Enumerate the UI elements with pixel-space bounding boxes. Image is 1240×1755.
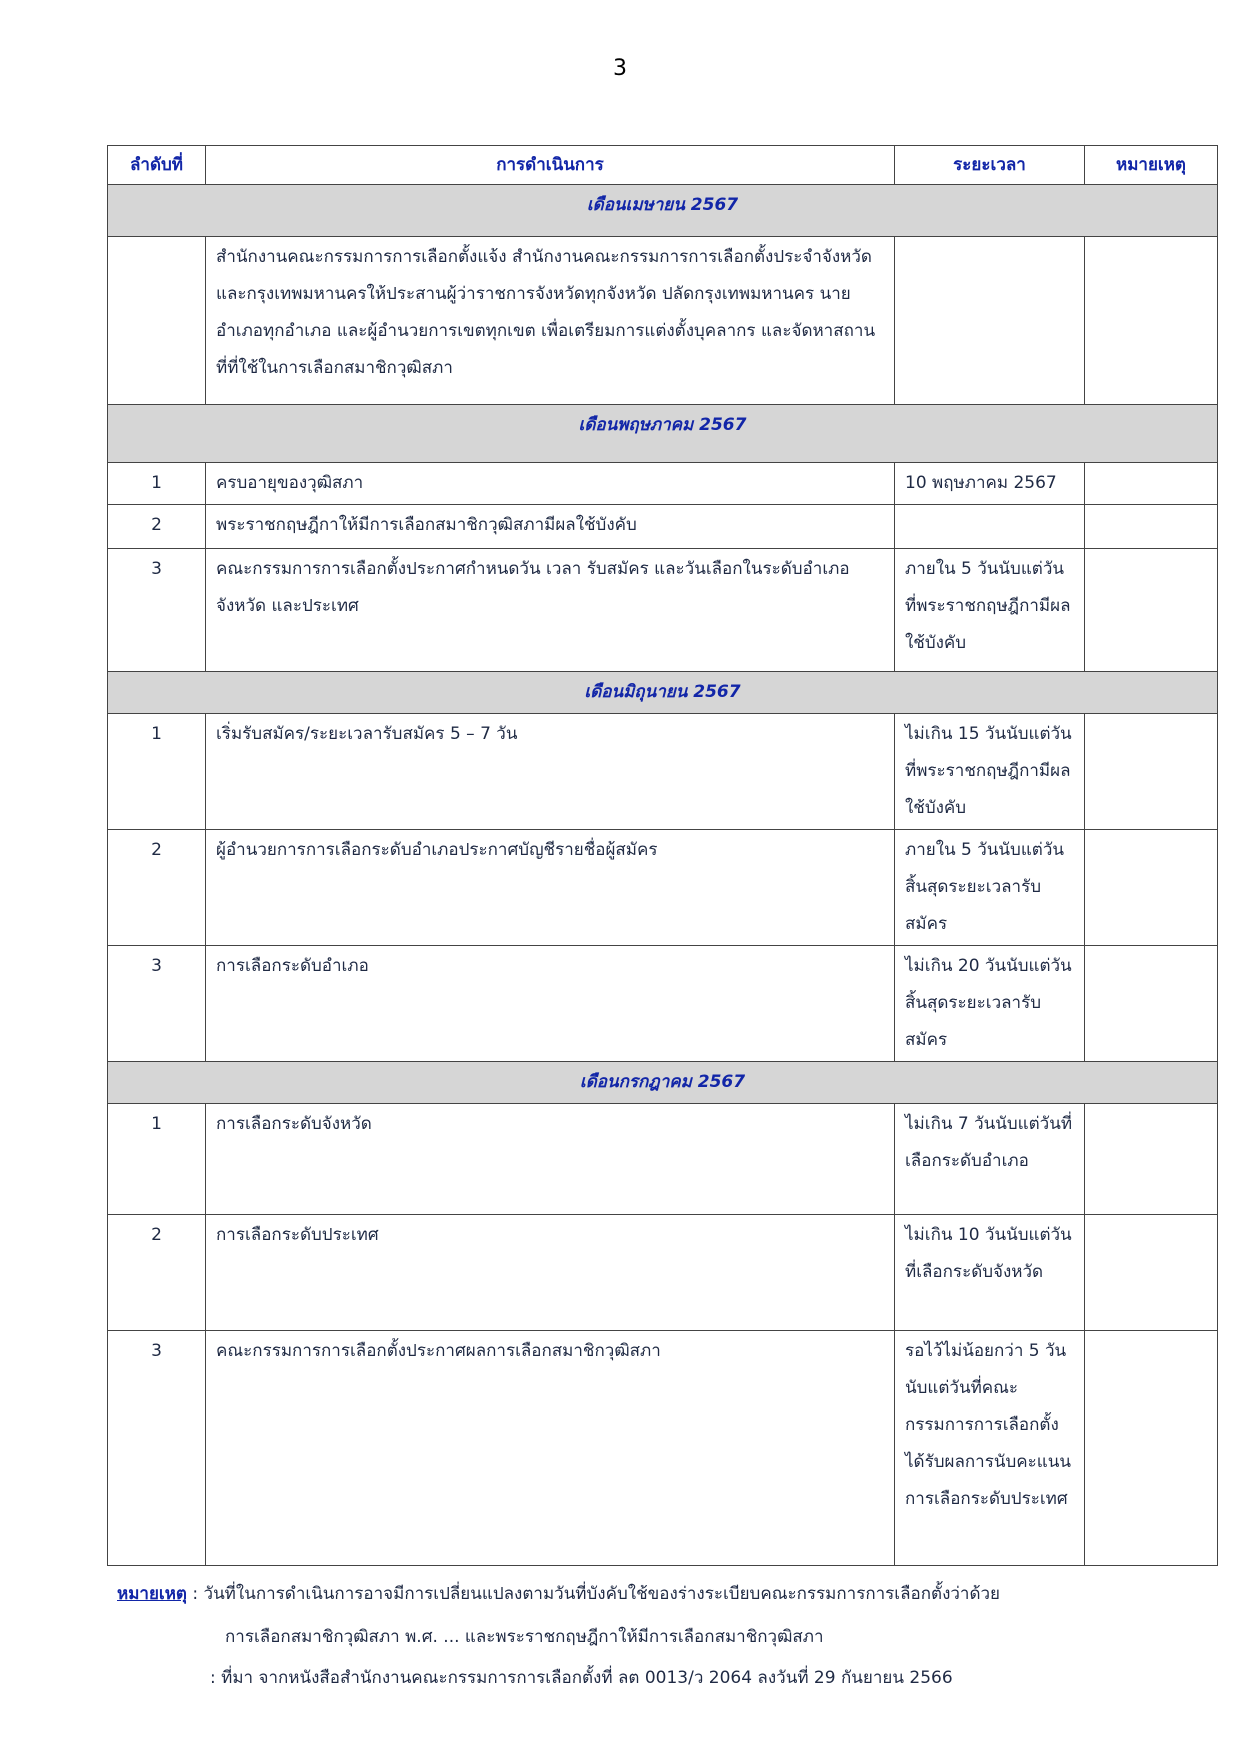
header-remark: หมายเหตุ — [1085, 146, 1218, 185]
row-activity: คณะกรรมการการเลือกตั้งประกาศกำหนดวัน เวลา รับสมัคร และวันเลือกในระดับอำเภอ จังหวัด และประเทศ — [206, 549, 895, 672]
row-number: 2 — [108, 505, 206, 549]
row-number: 2 — [108, 830, 206, 946]
footnote-line-1 — [117, 1580, 1000, 1607]
row-remark — [1085, 463, 1218, 505]
row-period: 10 พฤษภาคม 2567 — [895, 463, 1085, 505]
row-activity: เริ่มรับสมัคร/ระยะเวลารับสมัคร 5 – 7 วัน — [206, 714, 895, 830]
footnote-line-2: การเลือกสมาชิกวุฒิสภา พ.ศ. ... และพระราชกฤษฎีกาให้มีการเลือกสมาชิกวุฒิสภา — [225, 1627, 824, 1647]
month-header-row — [108, 405, 1218, 463]
row-activity: สำนักงานคณะกรรมการการเลือกตั้งแจ้ง สำนักงานคณะกรรมการการเลือกตั้งประจำจังหวัดและกรุงเทพมหานครให้ประสานผู้ว่าราชการจังหวัดทุกจังหวัด ปลัดกรุงเทพมหานคร นายอำเภอทุกอำเภอ และผู้อำนวยการเขตทุกเขต เพื่อเตรียมการแต่งตั้งบุคลากร และจัดหาสถานที่ที่ใช้ในการเลือกสมาชิกวุฒิสภา — [206, 237, 895, 405]
row-activity: การเลือกระดับอำเภอ — [206, 946, 895, 1062]
row-remark — [1085, 1215, 1218, 1331]
table-row — [108, 549, 1218, 672]
row-activity: พระราชกฤษฎีกาให้มีการเลือกสมาชิกวุฒิสภามีผลใช้บังคับ — [206, 505, 895, 549]
row-remark — [1085, 505, 1218, 549]
table-row — [108, 1215, 1218, 1331]
table-row — [108, 946, 1218, 1062]
row-number: 1 — [108, 463, 206, 505]
month-title: เดือนมิถุนายน 2567 — [108, 672, 1218, 714]
row-period: รอไว้ไม่น้อยกว่า 5 วัน นับแต่วันที่คณะกรรมการการเลือกตั้งได้รับผลการนับคะแนนการเลือกระดับประเทศ — [895, 1331, 1085, 1566]
footnote-label: หมายเหตุ — [117, 1584, 187, 1604]
row-period — [895, 505, 1085, 549]
table-row — [108, 505, 1218, 549]
footnote-text-1: : วันที่ในการดำเนินการอาจมีการเปลี่ยนแปลงตามวันที่บังคับใช้ของร่างระเบียบคณะกรรมการการเลือกตั้งว่าด้วย — [186, 1584, 1001, 1604]
table-header-row — [108, 146, 1218, 185]
row-number: 3 — [108, 1331, 206, 1566]
row-number: 2 — [108, 1215, 206, 1331]
row-number: 3 — [108, 946, 206, 1062]
row-activity: ผู้อำนวยการการเลือกระดับอำเภอประกาศบัญชีรายชื่อผู้สมัคร — [206, 830, 895, 946]
election-schedule-table — [107, 145, 1218, 1566]
row-remark — [1085, 1104, 1218, 1215]
row-remark — [1085, 1331, 1218, 1566]
row-number: 1 — [108, 714, 206, 830]
row-period: ภายใน 5 วันนับแต่วันที่พระราชกฤษฎีกามีผลใช้บังคับ — [895, 549, 1085, 672]
month-title: เดือนกรกฎาคม 2567 — [108, 1062, 1218, 1104]
month-title: เดือนเมษายน 2567 — [108, 185, 1218, 237]
row-number — [108, 237, 206, 405]
month-title: เดือนพฤษภาคม 2567 — [108, 405, 1218, 463]
row-period: ไม่เกิน 20 วันนับแต่วันสิ้นสุดระยะเวลารับสมัคร — [895, 946, 1085, 1062]
header-activity: การดำเนินการ — [206, 146, 895, 185]
row-number: 3 — [108, 549, 206, 672]
month-header-row — [108, 672, 1218, 714]
page-number: 3 — [613, 56, 627, 81]
footnote-source: : ที่มา จากหนังสือสำนักงานคณะกรรมการการเลือกตั้งที่ ลต 0013/ว 2064 ลงวันที่ 29 กันยายน 2566 — [210, 1668, 953, 1688]
table-row — [108, 237, 1218, 405]
header-period: ระยะเวลา — [895, 146, 1085, 185]
table-row — [108, 463, 1218, 505]
row-period: ไม่เกิน 15 วันนับแต่วันที่พระราชกฤษฎีกามีผลใช้บังคับ — [895, 714, 1085, 830]
header-no: ลำดับที่ — [108, 146, 206, 185]
row-remark — [1085, 946, 1218, 1062]
row-period: ภายใน 5 วันนับแต่วันสิ้นสุดระยะเวลารับสมัคร — [895, 830, 1085, 946]
table-row — [108, 1104, 1218, 1215]
row-remark — [1085, 237, 1218, 405]
row-activity: คณะกรรมการการเลือกตั้งประกาศผลการเลือกสมาชิกวุฒิสภา — [206, 1331, 895, 1566]
row-activity: ครบอายุของวุฒิสภา — [206, 463, 895, 505]
row-activity: การเลือกระดับจังหวัด — [206, 1104, 895, 1215]
row-number: 1 — [108, 1104, 206, 1215]
month-header-row — [108, 185, 1218, 237]
row-period: ไม่เกิน 10 วันนับแต่วันที่เลือกระดับจังหวัด — [895, 1215, 1085, 1331]
row-period — [895, 237, 1085, 405]
row-remark — [1085, 830, 1218, 946]
row-remark — [1085, 714, 1218, 830]
table-row — [108, 714, 1218, 830]
row-remark — [1085, 549, 1218, 672]
row-activity: การเลือกระดับประเทศ — [206, 1215, 895, 1331]
table-row — [108, 1331, 1218, 1566]
month-header-row — [108, 1062, 1218, 1104]
table-row — [108, 830, 1218, 946]
row-period: ไม่เกิน 7 วันนับแต่วันที่เลือกระดับอำเภอ — [895, 1104, 1085, 1215]
